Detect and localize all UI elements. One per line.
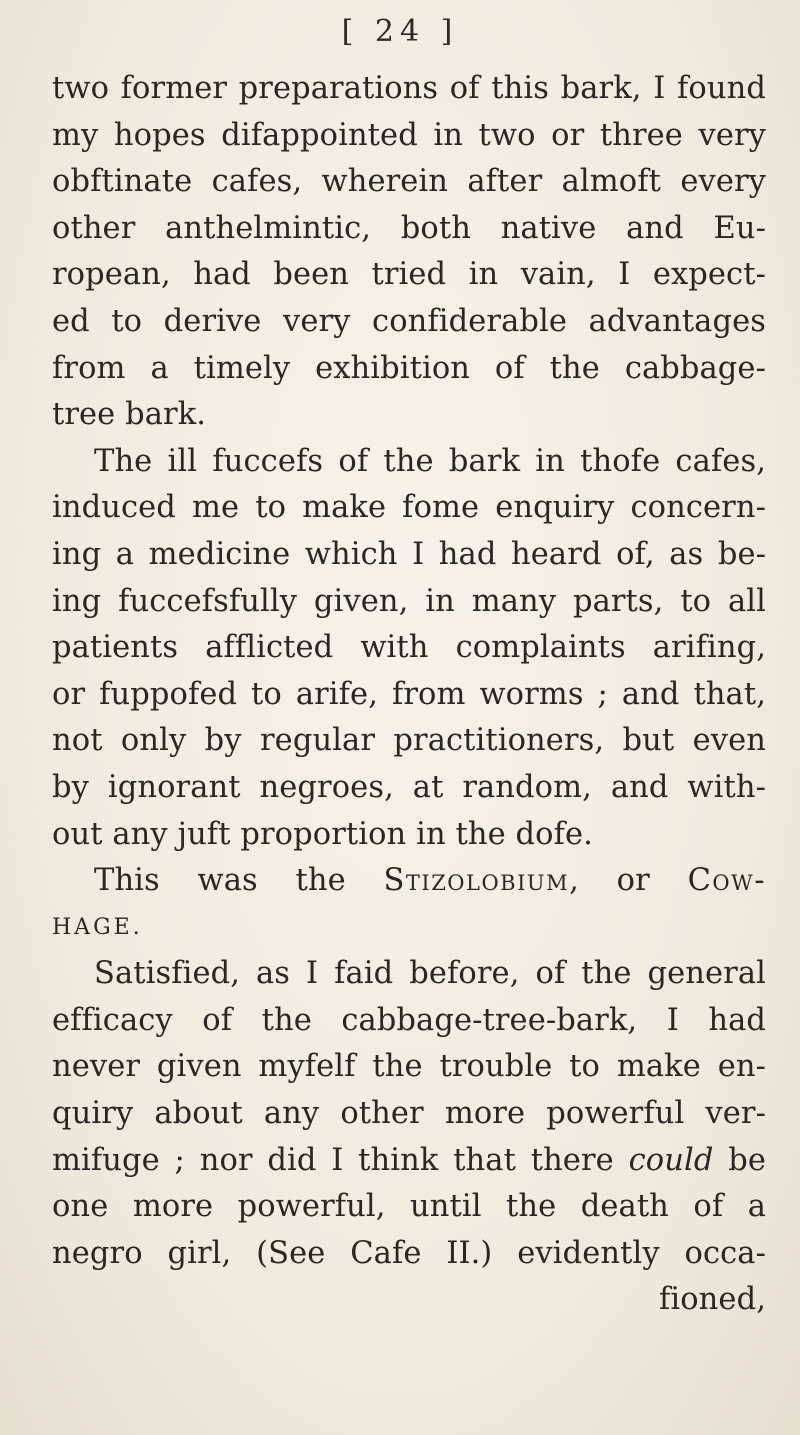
text-line: by ignorant negroes, at random, and with-	[52, 769, 766, 805]
text-line: my hopes difappointed in two or three very	[52, 117, 766, 153]
text-line: quiry about any other more powerful ver-	[52, 1096, 766, 1132]
text-line: Satisfied, as I faid before, of the general	[94, 956, 766, 992]
text-line: efficacy of the cabbage-tree-bark, I had	[52, 1002, 766, 1038]
plant-name-common: Cow-	[687, 863, 767, 899]
text-line: obftinate cafes, wherein after almoft every	[52, 164, 766, 200]
text-line: ropean, had been tried in vain, I expect-	[52, 257, 766, 293]
text-segment: , or	[569, 863, 650, 899]
plant-name: Stizolobium	[383, 863, 570, 899]
text-line: negro girl, (See Cafe II.) evidently occa-	[52, 1235, 766, 1271]
text-line: ing a medicine which I had heard of, as be-	[52, 536, 766, 572]
text-line: not only by regular practitioners, but even	[52, 723, 766, 759]
text-line: or fuppofed to arife, from worms ; and that,	[52, 676, 766, 712]
text-line: induced me to make fome enquiry concern-	[52, 490, 766, 526]
text-segment: mifuge ; nor did I think that there	[52, 1142, 614, 1178]
body-text	[52, 66, 766, 1324]
text-line: one more powerful, until the death of a	[52, 1189, 766, 1225]
text-line: ing fuccefsfully given, in many parts, to all	[52, 583, 766, 619]
text-segment: be	[728, 1142, 767, 1178]
text-line: from a timely exhibition of the cabbage-	[52, 350, 766, 386]
emphasis: could	[628, 1142, 714, 1178]
text-line: never given myfelf the trouble to make en-	[52, 1049, 766, 1085]
catchword: fioned,	[658, 1282, 766, 1318]
text-line: ed to derive very confiderable advantages	[52, 303, 766, 339]
text-line: tree bark.	[52, 397, 207, 433]
text-line: out any juft proportion in the dofe.	[52, 816, 593, 852]
text-line: patients afflicted with complaints arifing,	[52, 630, 766, 666]
text-line: The ill fuccefs of the bark in thofe cafes,	[94, 443, 766, 479]
text-line: HAGE.	[52, 914, 143, 940]
text-segment: This was the	[94, 863, 346, 899]
text-line	[52, 1138, 766, 1185]
text-line: other anthelmintic, both native and Eu-	[52, 210, 766, 246]
page-number: [ 24 ]	[341, 14, 459, 49]
text-line: two former preparations of this bark, I found	[52, 71, 766, 106]
text-line	[52, 858, 766, 905]
